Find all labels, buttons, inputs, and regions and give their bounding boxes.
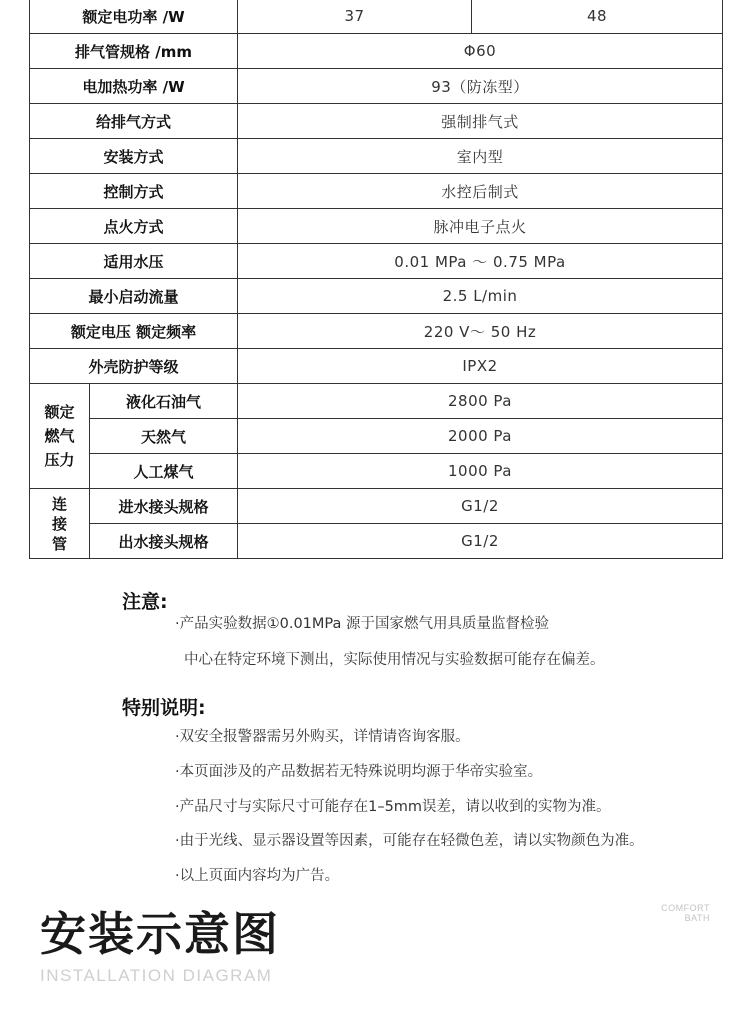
row-value: 1000 Pa xyxy=(238,454,723,489)
group-label-line: 压力 xyxy=(44,451,75,469)
connector-group-label xyxy=(30,489,90,559)
table-row xyxy=(30,419,723,454)
brand-line: BATH xyxy=(684,913,710,923)
row-label: 安装方式 xyxy=(30,139,238,174)
table-row xyxy=(30,489,723,524)
table-row xyxy=(30,104,723,139)
row-value: 2000 Pa xyxy=(238,419,723,454)
special-item: ·以上页面内容均为广告。 xyxy=(175,868,340,884)
table-row xyxy=(30,209,723,244)
group-label-line: 管 xyxy=(51,534,67,553)
row-value: 0.01 MPa ～ 0.75 MPa xyxy=(238,244,723,279)
row-label: 电加热功率 /W xyxy=(30,69,238,104)
notice-title: 注意: xyxy=(122,591,168,613)
row-label: 进水接头规格 xyxy=(90,489,238,524)
notice-line: 中心在特定环境下测出，实际使用情况与实验数据可能存在偏差。 xyxy=(184,652,605,668)
row-value: 强制排气式 xyxy=(238,104,723,139)
special-item: ·双安全报警器需另外购买，详情请咨询客服。 xyxy=(175,729,470,745)
row-label: 天然气 xyxy=(90,419,238,454)
row-label: 点火方式 xyxy=(30,209,238,244)
table-row xyxy=(30,174,723,209)
rated-power-value-a: 37 xyxy=(238,0,472,34)
table-row xyxy=(30,314,723,349)
row-value: 93（防冻型） xyxy=(238,69,723,104)
special-title: 特别说明: xyxy=(122,697,206,719)
rated-power-label: 额定电功率 /W xyxy=(30,0,238,34)
table-row xyxy=(30,349,723,384)
row-value: 2800 Pa xyxy=(238,384,723,419)
notice-line: ·产品实验数据①0.01MPa 源于国家燃气用具质量监督检验 xyxy=(175,616,549,632)
table-row xyxy=(30,244,723,279)
row-label: 人工煤气 xyxy=(90,454,238,489)
row-label: 额定电压 额定频率 xyxy=(30,314,238,349)
row-value: 220 V～ 50 Hz xyxy=(238,314,723,349)
group-label-line: 燃气 xyxy=(44,427,75,445)
row-value: 室内型 xyxy=(238,139,723,174)
table-row xyxy=(30,454,723,489)
table-row xyxy=(30,384,723,419)
group-label-line: 额定 xyxy=(44,403,75,421)
group-label-line: 连 xyxy=(51,494,67,513)
row-label: 排气管规格 /mm xyxy=(30,34,238,69)
table-row xyxy=(30,524,723,559)
row-label: 外壳防护等级 xyxy=(30,349,238,384)
table-row xyxy=(30,34,723,69)
special-item: ·由于光线、显示器设置等因素，可能存在轻微色差，请以实物颜色为准。 xyxy=(175,833,644,849)
row-label: 最小启动流量 xyxy=(30,279,238,314)
rated-power-value-b: 48 xyxy=(472,0,723,34)
table-row xyxy=(30,0,723,34)
row-label: 给排气方式 xyxy=(30,104,238,139)
row-value: 2.5 L/min xyxy=(238,279,723,314)
section-subtitle: INSTALLATION DIAGRAM xyxy=(40,966,273,985)
group-label-line: 接 xyxy=(51,514,67,533)
row-value: 脉冲电子点火 xyxy=(238,209,723,244)
special-item: ·本页面涉及的产品数据若无特殊说明均源于华帝实验室。 xyxy=(175,764,543,780)
row-value: G1/2 xyxy=(238,489,723,524)
table-row xyxy=(30,279,723,314)
row-label: 出水接头规格 xyxy=(90,524,238,559)
special-item: ·产品尺寸与实际尺寸可能存在1–5mm误差，请以收到的实物为准。 xyxy=(175,799,611,815)
row-value: 水控后制式 xyxy=(238,174,723,209)
row-value: IPX2 xyxy=(238,349,723,384)
spec-table xyxy=(29,0,723,559)
gas-pressure-group-label xyxy=(30,384,90,489)
row-label: 控制方式 xyxy=(30,174,238,209)
row-label: 适用水压 xyxy=(30,244,238,279)
row-label: 液化石油气 xyxy=(90,384,238,419)
row-value: Φ60 xyxy=(238,34,723,69)
table-row xyxy=(30,139,723,174)
table-row xyxy=(30,69,723,104)
brand-line: COMFORT xyxy=(661,903,710,913)
section-title: 安装示意图 xyxy=(40,907,280,961)
brand-mark xyxy=(661,903,710,923)
row-value: G1/2 xyxy=(238,524,723,559)
